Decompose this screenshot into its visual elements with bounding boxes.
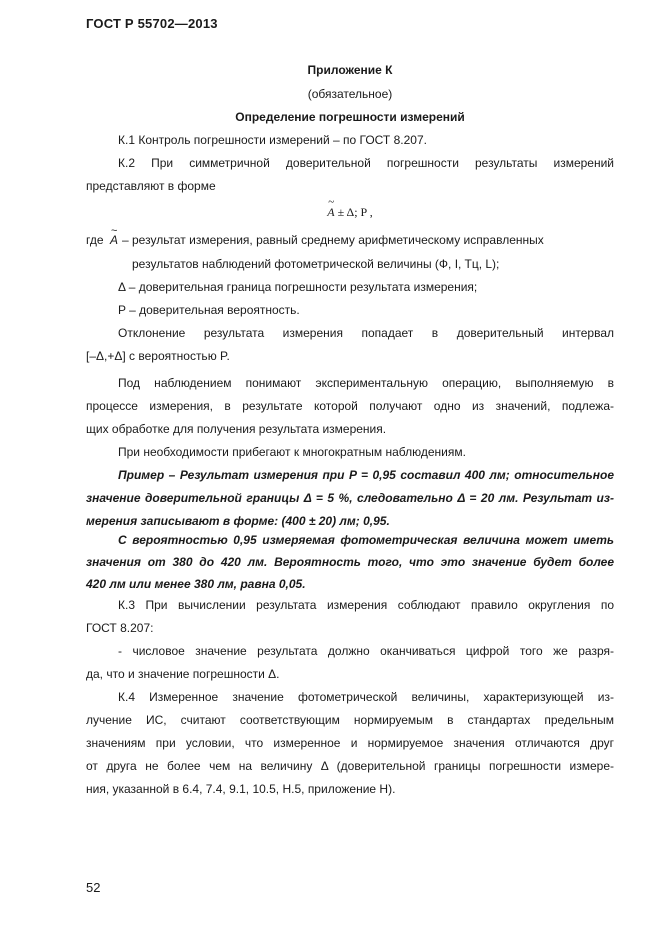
p-def: P – доверительная вероятность. xyxy=(118,303,300,317)
probability-line3: 420 лм или менее 380 лм, равна 0,05. xyxy=(86,577,306,591)
para-k4-line1: К.4 Измеренное значение фотометрической величины, характеризующей из- xyxy=(118,690,614,704)
appendix-status: (обязательное) xyxy=(307,87,393,101)
probability-line1: С вероятностью 0,95 измеряемая фотометрическая величина может иметь xyxy=(118,533,614,547)
observation-line3: щих обработке для получения результата измерения. xyxy=(86,422,387,436)
para-k1: К.1 Контроль погрешности измерений – по ГОСТ 8.207. xyxy=(118,133,427,147)
interval-line2: [–Δ,+Δ] с вероятностью P. xyxy=(86,349,230,363)
rounding-rule-line1: - числовое значение результата должно оканчиваться цифрой того же разря- xyxy=(118,644,614,658)
observation-line2: процессе измерения, в результате которой получают одно из значений, подлежа- xyxy=(86,399,614,413)
example-line2: значение доверительной границы Δ = 5 %, следовательно Δ = 20 лм. Результат из- xyxy=(86,491,614,505)
interval-line1: Отклонение результата измерения попадает в доверительный интервал xyxy=(118,326,614,340)
where-label: где xyxy=(86,233,104,247)
document-header-code: ГОСТ Р 55702—2013 xyxy=(86,16,218,31)
formula-rest: ± Δ; P , xyxy=(334,205,373,219)
where-symbol: ~ A xyxy=(110,232,120,248)
appendix-title: Определение погрешности измерений xyxy=(235,110,465,124)
page-number: 52 xyxy=(86,880,101,895)
multiple-observations: При необходимости прибегают к многократным наблюдениям. xyxy=(118,445,466,459)
formula-symbol: ~ A xyxy=(327,205,334,220)
para-k4-line2: лучение ИС, считают соответствующим нормируемым в стандартах предельным xyxy=(86,713,614,727)
para-k3-line1: К.3 При вычислении результата измерения соблюдают правило округления по xyxy=(118,598,614,612)
probability-line2: значения от 380 до 420 лм. Вероятность того, что это значение будет более xyxy=(86,555,614,569)
para-k4-line5: ния, указанной в 6.4, 7.4, 9.1, 10.5, Н.5, приложение Н). xyxy=(86,782,396,796)
delta-def: Δ – доверительная граница погрешности результата измерения; xyxy=(118,280,478,294)
para-k2-line1: К.2 При симметричной доверительной погрешности результаты измерений xyxy=(118,156,614,170)
observation-line1: Под наблюдением понимают экспериментальную операцию, выполняемую в xyxy=(118,376,614,390)
para-k2-line2: представляют в форме xyxy=(86,179,216,193)
rounding-rule-line2: да, что и значение погрешности Δ. xyxy=(86,667,280,681)
example-line1: Пример – Результат измерения при P = 0,95 составил 400 лм; относительное xyxy=(118,468,614,482)
para-k4-line4: от друга не более чем на величину Δ (доверительной границы погрешности измере- xyxy=(86,759,614,773)
appendix-label: Приложение К xyxy=(307,63,393,77)
where-def-line1: – результат измерения, равный среднему арифметическому исправленных xyxy=(122,233,544,247)
para-k4-line3: значениям при условии, что измеренное и нормируемое значения отличаются друг xyxy=(86,736,614,750)
where-def-line2: результатов наблюдений фотометрической величины (Ф, I, Tц, L); xyxy=(132,257,500,271)
para-k3-line2: ГОСТ 8.207: xyxy=(86,621,154,635)
result-formula xyxy=(86,205,614,220)
example-line3: мерения записывают в форме: (400 ± 20) лм; 0,95. xyxy=(86,514,390,528)
